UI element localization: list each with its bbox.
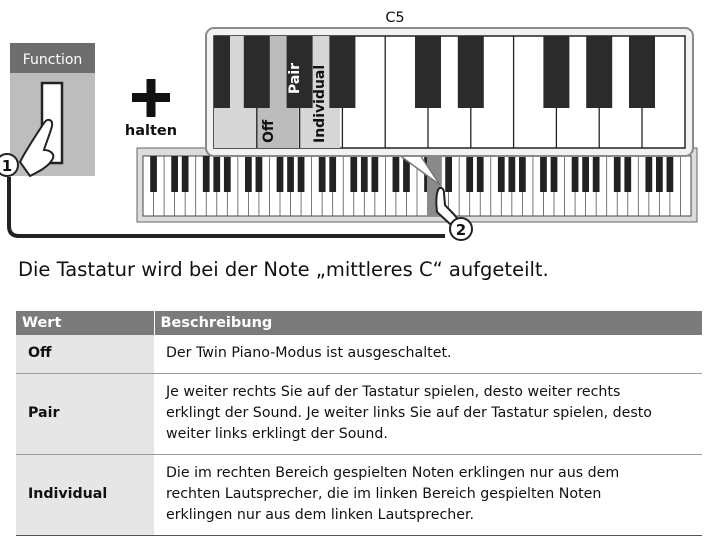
black-key: [667, 156, 674, 192]
black-key: [171, 156, 178, 192]
black-key: [150, 156, 157, 192]
black-key: [519, 156, 526, 192]
black-key: [277, 156, 284, 192]
black-key: [445, 156, 452, 192]
table-row: [16, 373, 702, 454]
black-key: [361, 156, 368, 192]
black-key: [213, 156, 220, 192]
key-label-pair: Pair: [287, 62, 303, 94]
hold-label: halten: [124, 123, 178, 139]
header-beschreibung: Beschreibung: [154, 311, 702, 335]
black-key: [593, 156, 600, 192]
black-key: [224, 156, 231, 192]
caption: Die Tastatur wird bei der Note „mittleres C“ aufgeteilt.: [18, 258, 549, 281]
black-key: [245, 156, 252, 192]
black-key: [645, 156, 652, 192]
black-key: [477, 156, 484, 192]
table-header-row: [16, 311, 702, 335]
step-1-marker: [0, 154, 18, 176]
black-key: [415, 36, 441, 108]
black-key: [540, 156, 547, 192]
black-key: [244, 36, 270, 108]
black-key: [508, 156, 515, 192]
black-key: [393, 156, 400, 192]
plus-icon: [132, 79, 170, 117]
row-description: Die im rechten Bereich gespielten Noten erklingen nur aus dem rechten Lautsprecher, die im linken Bereich gespielten Noten erklingen nur aus dem linken Lautsprecher.: [154, 454, 702, 535]
black-key: [551, 156, 558, 192]
black-key: [458, 36, 484, 108]
black-key: [350, 156, 357, 192]
table-row: [16, 335, 702, 373]
black-key: [498, 156, 505, 192]
row-description: Der Twin Piano-Modus ist ausgeschaltet.: [154, 335, 702, 373]
black-key: [329, 156, 336, 192]
table-row: [16, 454, 702, 535]
black-key: [466, 156, 473, 192]
black-key: [614, 156, 621, 192]
black-key: [572, 156, 579, 192]
value-description-table: [16, 311, 702, 536]
zoom-keyboard: [206, 10, 693, 156]
twin-piano-diagram: [0, 0, 712, 250]
black-key: [624, 156, 631, 192]
black-key: [371, 156, 378, 192]
key-label-off: Off: [261, 119, 277, 143]
black-key: [329, 36, 355, 108]
header-wert: Wert: [16, 311, 154, 335]
step-2-number: 2: [455, 221, 467, 239]
row-value: Individual: [16, 454, 154, 535]
black-key: [256, 156, 263, 192]
black-key: [582, 156, 589, 192]
row-description: Je weiter rechts Sie auf der Tastatur spielen, desto weiter rechts erklingt der Sound. Je weiter links Sie auf der Tastatur spielen, desto weiter links erklingt der Sound.: [154, 373, 702, 454]
black-key: [298, 156, 305, 192]
black-key: [319, 156, 326, 192]
black-key: [586, 36, 612, 108]
step-2-marker: [450, 218, 472, 240]
step-1-number: 1: [1, 157, 13, 175]
black-key: [656, 156, 663, 192]
black-key: [182, 156, 189, 192]
black-key: [203, 156, 210, 192]
c5-label: C5: [385, 10, 405, 26]
key-label-individual: Individual: [312, 64, 328, 143]
black-key: [629, 36, 655, 108]
function-label: Function: [22, 52, 83, 68]
row-value: Pair: [16, 373, 154, 454]
black-key: [287, 156, 294, 192]
black-key: [543, 36, 569, 108]
row-value: Off: [16, 335, 154, 373]
black-key: [214, 36, 230, 108]
